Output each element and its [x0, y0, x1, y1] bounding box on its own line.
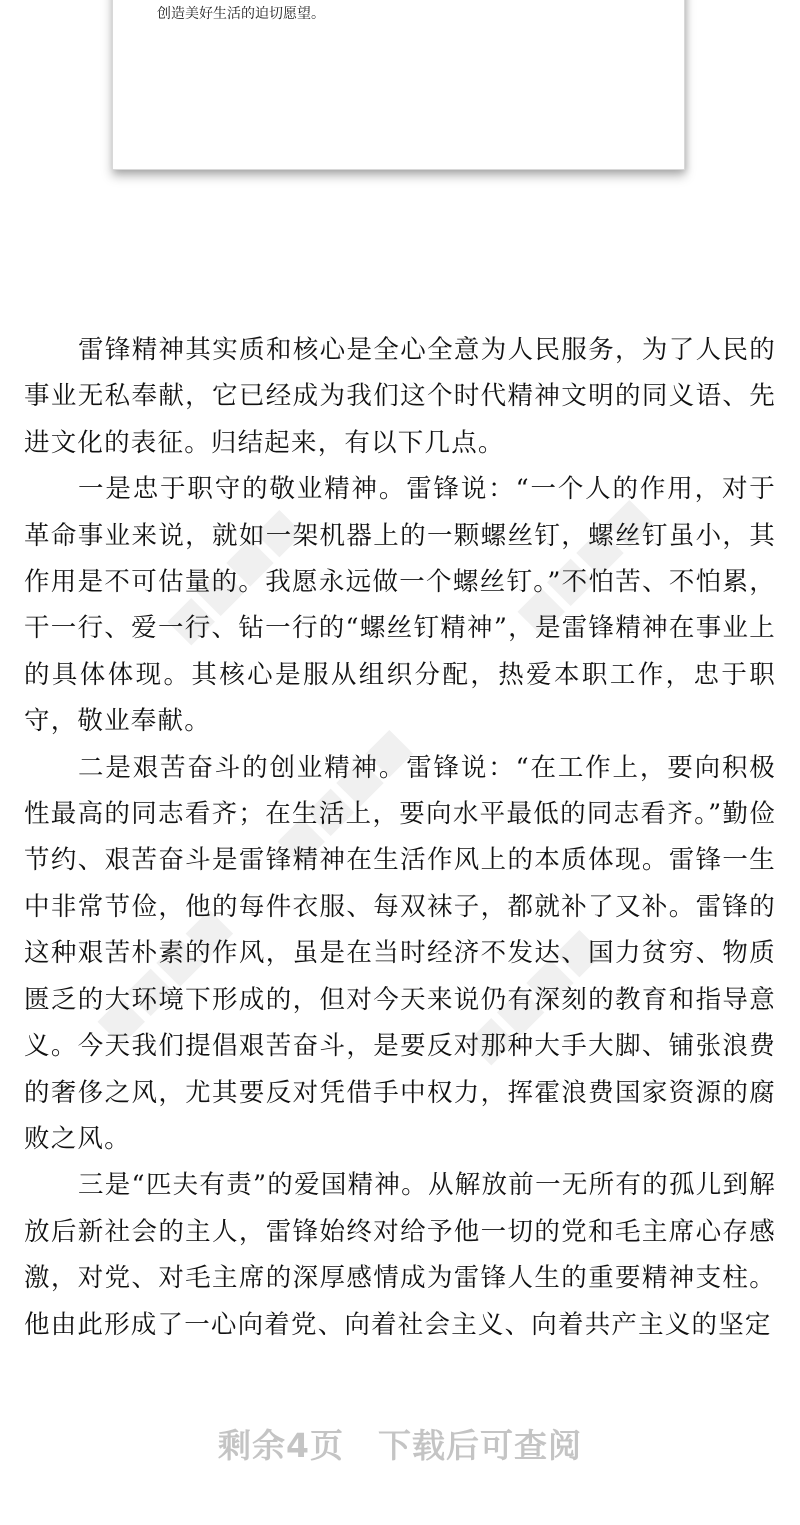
article-body — [24, 327, 776, 1348]
remaining-pages-label: 剩余4页 — [218, 1426, 344, 1465]
paragraph-intro: 雷锋精神其实质和核心是全心全意为人民服务，为了人民的事业无私奉献，它已经成为我们这个时代精神文明的同义语、先进文化的表征。归结起来，有以下几点。 — [24, 335, 776, 458]
download-to-read-more-button[interactable] — [0, 1420, 800, 1467]
download-prompt-label: 下载后可查阅 — [377, 1426, 582, 1465]
paragraph-dedication: 一是忠于职守的敬业精神。雷锋说：“一个人的作用，对于革命事业来说，就如一架机器上的一颗螺丝钉，螺丝钉虽小，其作用是不可估量的。我愿永远做一个螺丝钉。”不怕苦、不怕累，干一行、爱一行、钻一行的“螺丝钉精神”，是雷锋精神在事业上的具体体现。其核心是服从组织分配，热爱本职工作，忠于职守，敬业奉献。 — [24, 474, 776, 737]
paragraph-hardwork: 二是艰苦奋斗的创业精神。雷锋说：“在工作上，要向积极性最高的同志看齐；在生活上，要向水平最低的同志看齐。”勤俭节约、艰苦奋斗是雷锋精神在生活作风上的本质体现。雷锋一生中非常节俭，他的每件衣服、每双袜子，都就补了又补。雷锋的这种艰苦朴素的作风，虽是在当时经济不发达、国力贫穷、物质匮乏的大环境下形成的，但对今天来说仍有深刻的教育和指导意义。今天我们提倡艰苦奋斗，是要反对那种大手大脚、铺张浪费的奢侈之风，尤其要反对凭借手中权力，挥霍浪费国家资源的腐败之风。 — [24, 752, 776, 1154]
watermark: ■■■■ — [156, 498, 310, 653]
watermark: ■■■■ — [506, 488, 660, 643]
watermark: ■■■■ — [456, 918, 610, 1073]
watermark: ■■■■ — [86, 898, 240, 1053]
page-preview-text: 创造美好生活的迫切愿望。 — [157, 6, 325, 22]
document-page-preview — [112, 0, 685, 170]
watermark: ■■■■ — [266, 718, 420, 873]
paragraph-patriotism: 三是“匹夫有责”的爱国精神。从解放前一无所有的孤儿到解放后新社会的主人，雷锋始终对给予他一切的党和毛主席心存感激，对党、对毛主席的深厚感情成为雷锋人生的重要精神支柱。他由此形成了一心向着党、向着社会主义、向着共产主义的坚定 — [24, 1170, 776, 1340]
